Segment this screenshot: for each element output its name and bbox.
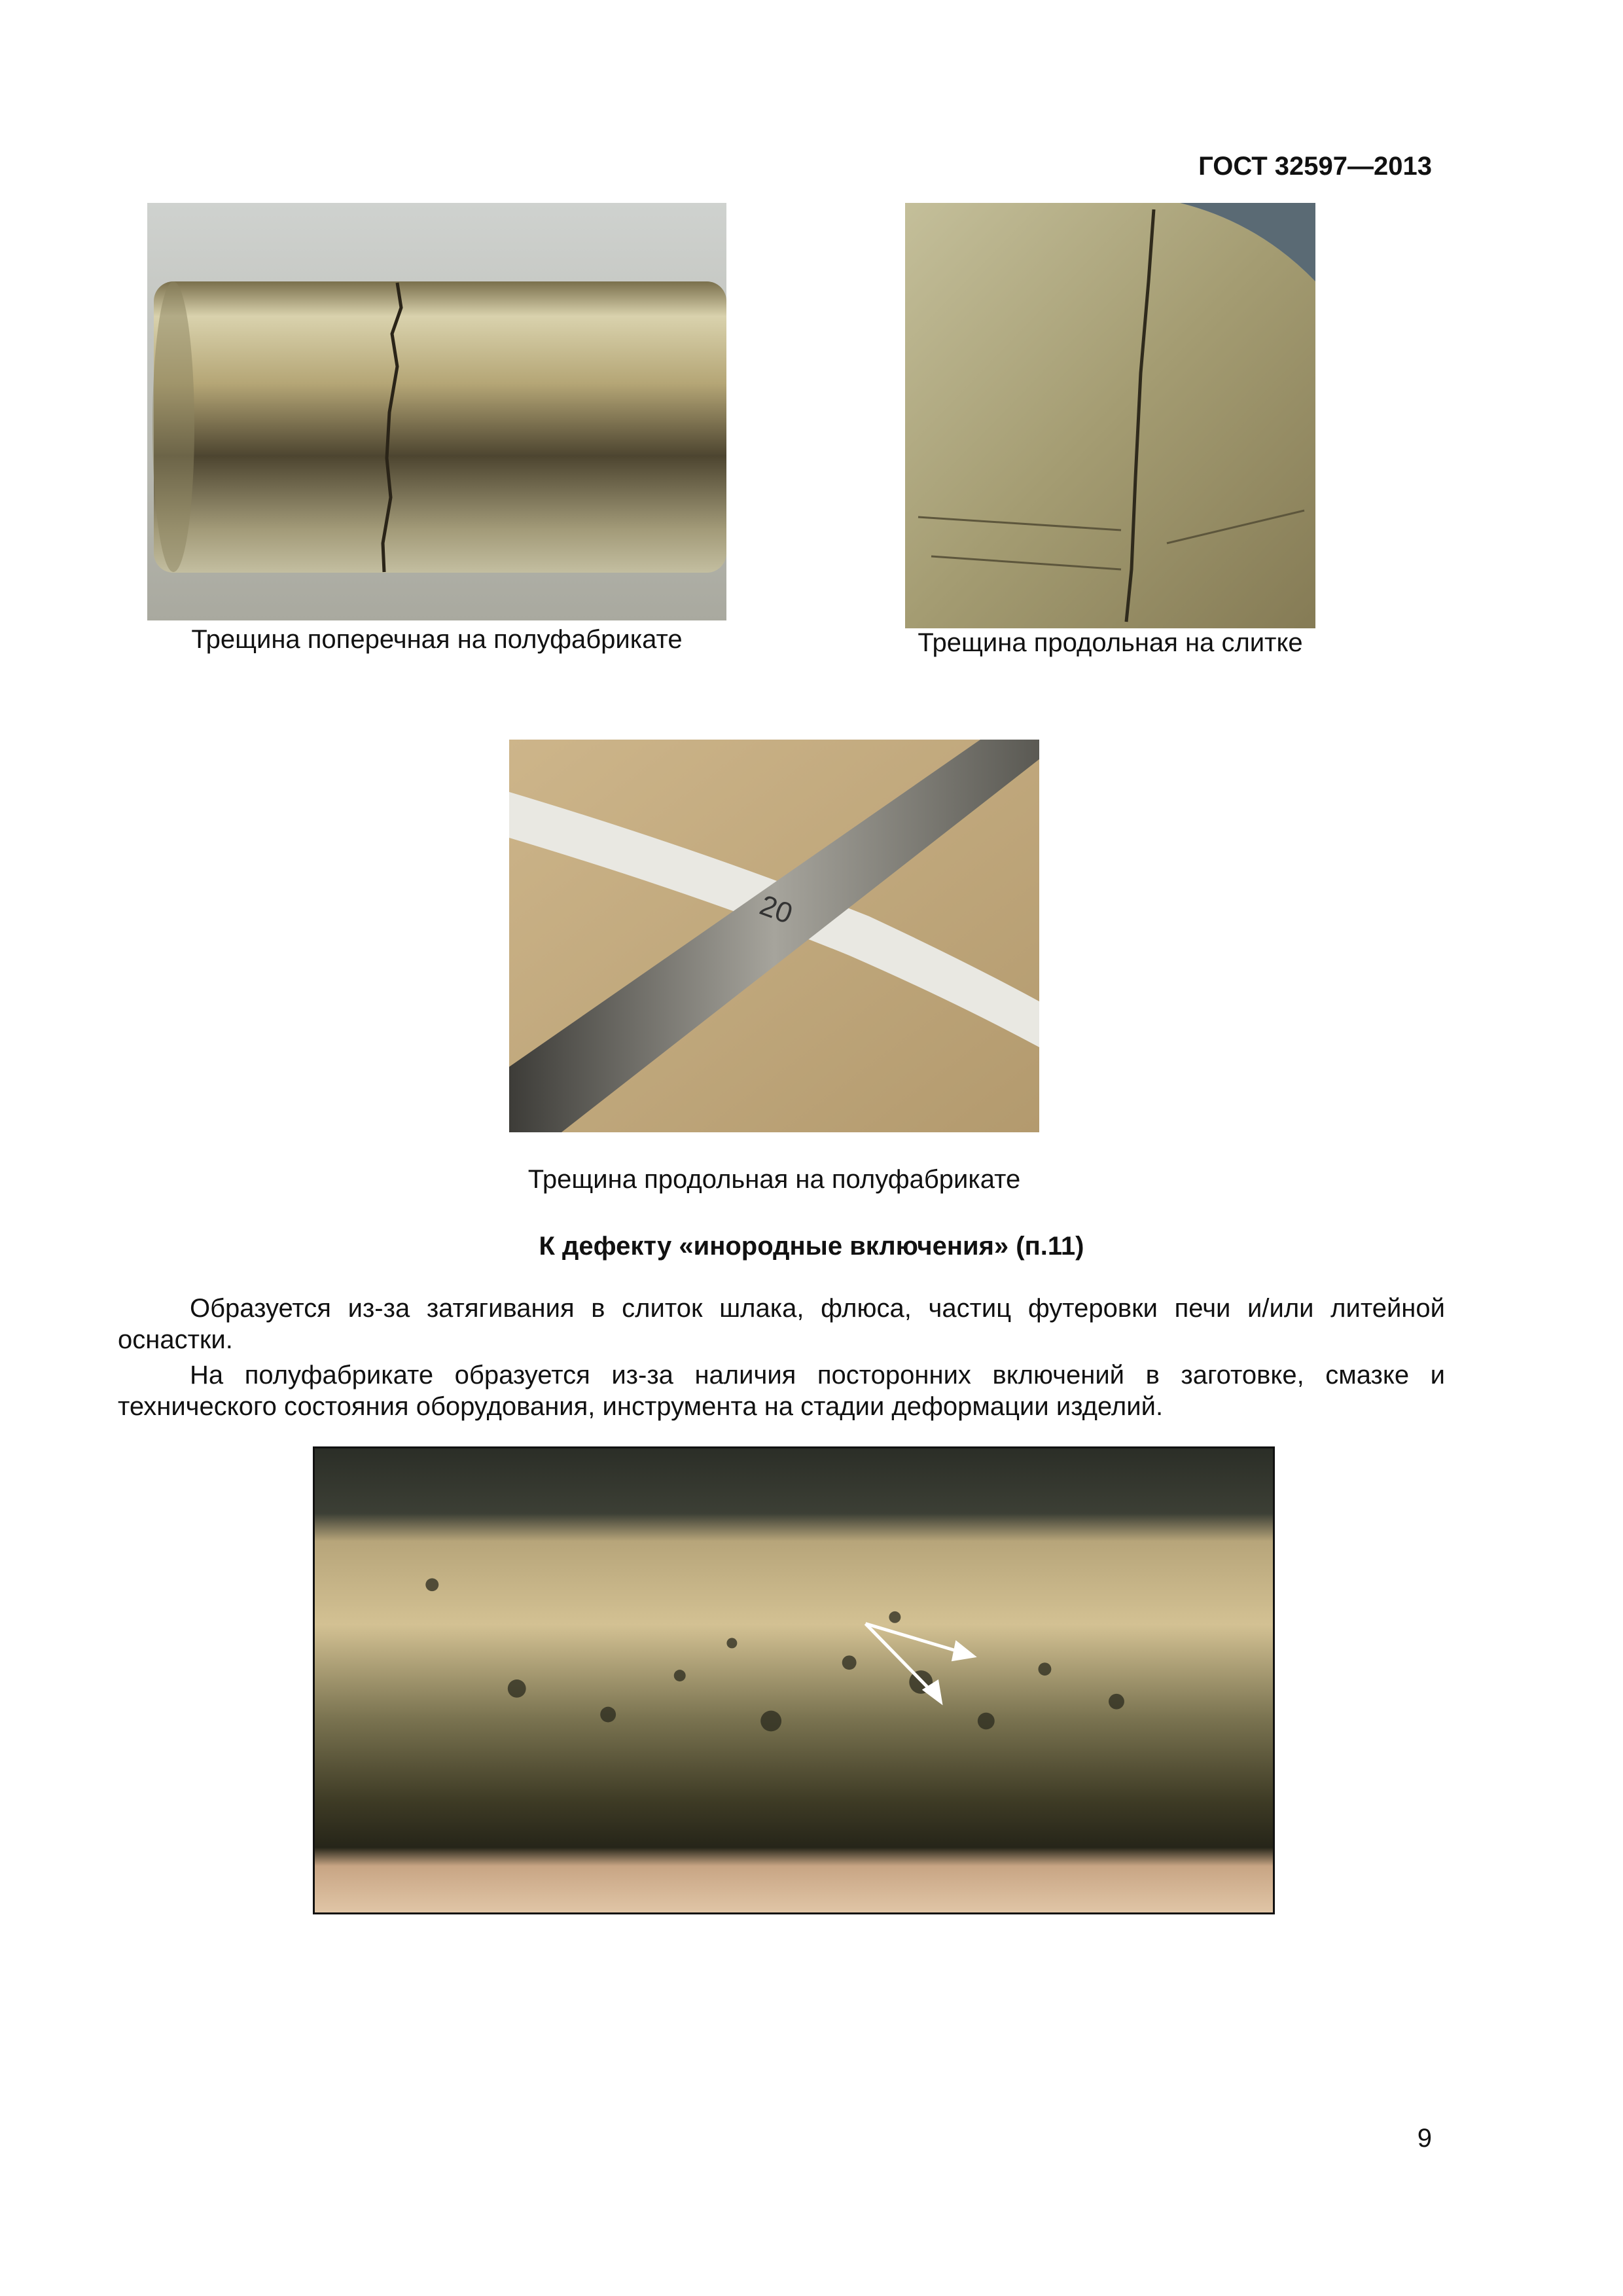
caption-figure-3: Трещина продольная на полуфабрикате	[527, 1165, 1021, 1194]
photo-foreign-inclusions	[313, 1446, 1275, 1914]
tape-mark-20: 20	[755, 889, 797, 931]
page-number: 9	[1417, 2124, 1432, 2153]
photo-longitudinal-crack-tube	[509, 740, 1039, 1132]
section-title: К дефекту «инородные включения» (п.11)	[539, 1232, 1084, 1261]
photo-transverse-crack	[147, 203, 726, 620]
paragraph-2-text: На полуфабрикате образуется из-за наличия посторонних включений в заготовке, смазке и технического состояния оборудования, инструмента на стадии деформации изделий.	[118, 1361, 1445, 1421]
paragraph-1	[118, 1293, 1445, 1355]
document-header: ГОСТ 32597—2013	[1198, 152, 1432, 181]
caption-figure-2: Трещина продольная на слитке	[918, 628, 1303, 657]
paragraph-1-text: Образуется из-за затягивания в слиток шлака, флюса, частиц футеровки печи и/или литейной оснастки.	[118, 1294, 1445, 1354]
paragraph-2	[118, 1359, 1445, 1422]
photo-longitudinal-crack-ingot	[905, 203, 1315, 628]
caption-figure-1: Трещина поперечная на полуфабрикате	[191, 625, 683, 654]
